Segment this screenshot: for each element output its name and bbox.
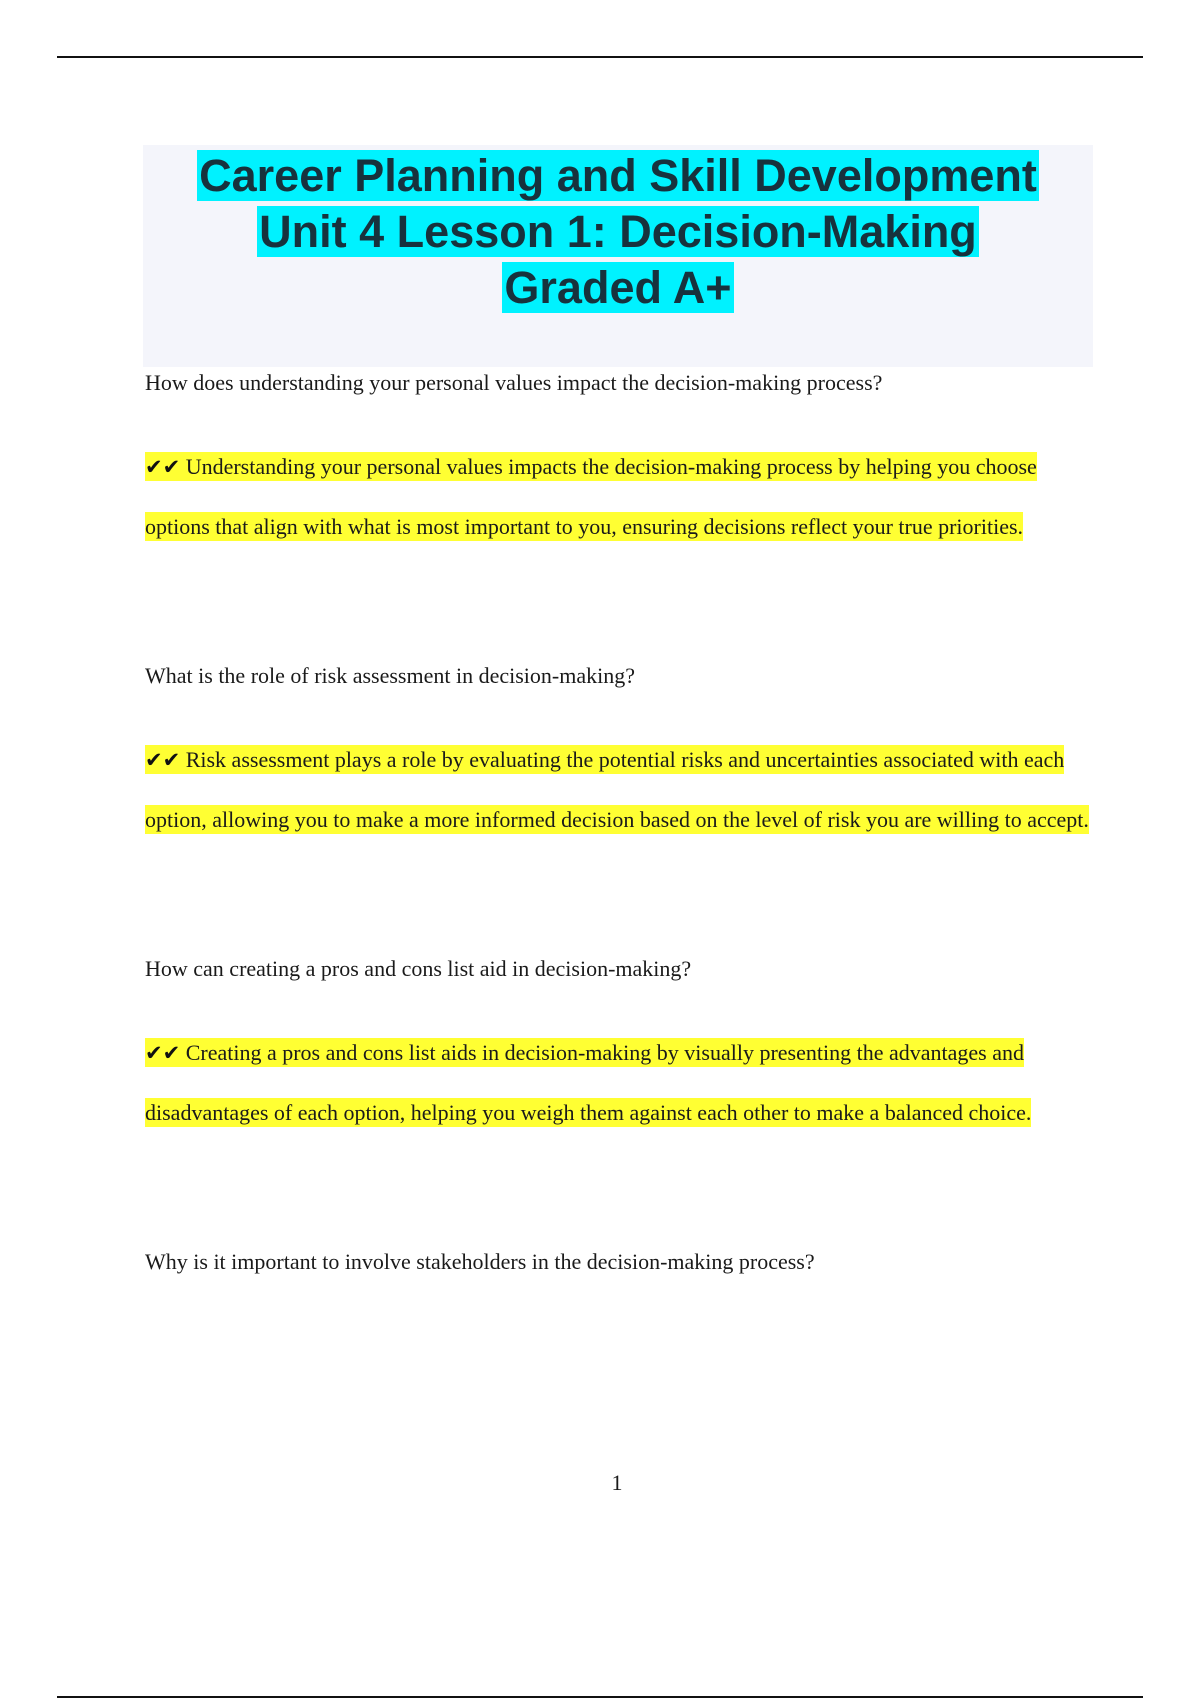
- answer-body: Risk assessment plays a role by evaluating the potential risks and uncertainties associated with each option, allowing you to make a more informed decision based on the level of risk you are willing to accept.: [145, 747, 1089, 832]
- check-icon: ✔✔: [145, 455, 181, 479]
- header-rule: [57, 56, 1143, 58]
- check-icon: ✔✔: [145, 1041, 181, 1065]
- qa-item: [145, 658, 1105, 849]
- spacer: [145, 556, 1105, 658]
- footer-rule: [57, 1696, 1143, 1698]
- question-text: Why is it important to involve stakeholders in the decision-making process?: [145, 1249, 815, 1274]
- qa-item: [145, 951, 1105, 1142]
- document-title: [143, 145, 1093, 316]
- qa-item: [145, 1244, 1105, 1280]
- title-line-1: Career Planning and Skill Development: [199, 150, 1037, 201]
- question-text: How can creating a pros and cons list aid in decision-making?: [145, 956, 692, 981]
- answer-body: Creating a pros and cons list aids in decision-making by visually presenting the advantages and disadvantages of each option, helping you weigh them against each other to make a balanced choice.: [145, 1040, 1032, 1125]
- title-line-3: Graded A+: [504, 262, 732, 313]
- answer-text: [145, 730, 1095, 849]
- question-text: How does understanding your personal values impact the decision-making process?: [145, 370, 883, 395]
- title-line-2: Unit 4 Lesson 1: Decision-Making: [259, 206, 977, 257]
- spacer: [145, 849, 1105, 951]
- answer-text: [145, 1023, 1095, 1142]
- page-number: 1: [611, 1470, 623, 1495]
- spacer: [145, 1142, 1105, 1244]
- title-block: [143, 145, 1093, 367]
- answer-body: Understanding your personal values impacts the decision-making process by helping you choose options that align with what is most important to you, ensuring decisions reflect your true priorities.: [145, 454, 1037, 539]
- qa-item: [145, 365, 1105, 556]
- answer-text: [145, 437, 1095, 556]
- check-icon: ✔✔: [145, 748, 181, 772]
- question-text: What is the role of risk assessment in decision-making?: [145, 663, 635, 688]
- qa-list: [145, 365, 1105, 1280]
